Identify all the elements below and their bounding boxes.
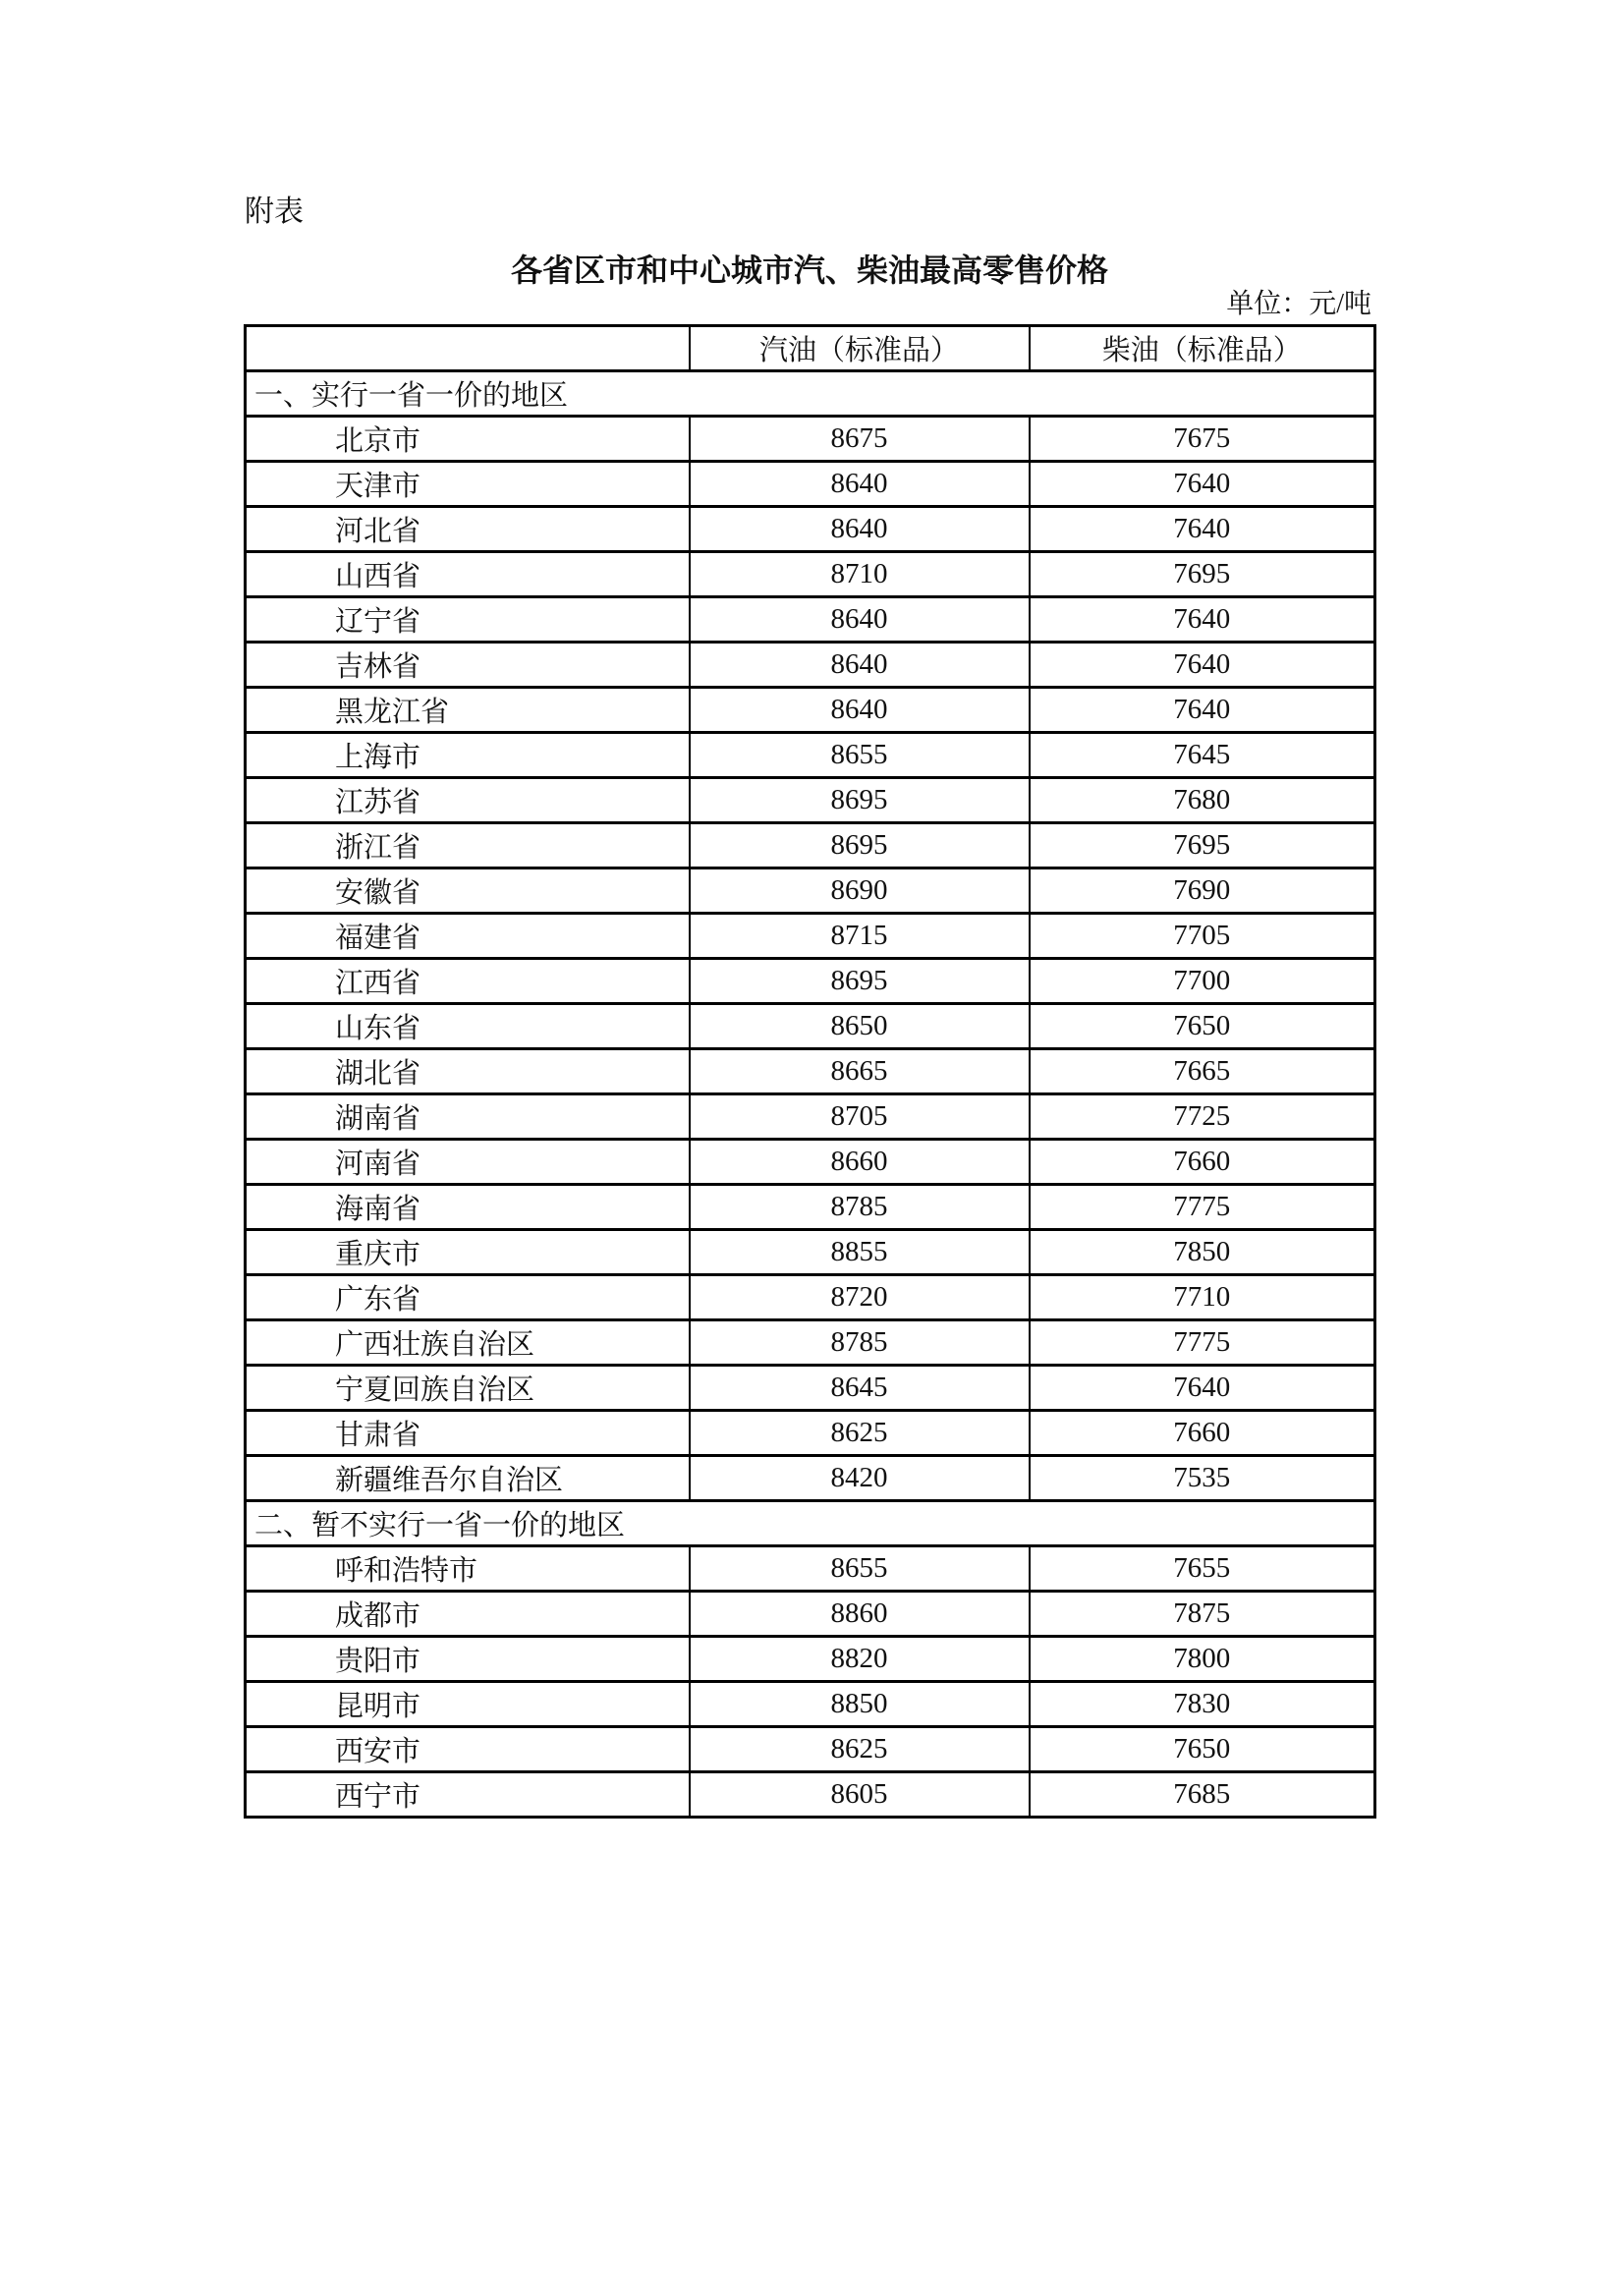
table-row — [246, 1727, 1375, 1772]
diesel-price-cell: 7700 — [1030, 959, 1375, 1004]
gasoline-price-cell: 8640 — [690, 643, 1030, 688]
table-row — [246, 1320, 1375, 1366]
diesel-price-cell: 7775 — [1030, 1185, 1375, 1230]
table-row — [246, 868, 1375, 914]
section-header-row-1 — [246, 371, 1375, 417]
gasoline-price-cell: 8695 — [690, 778, 1030, 823]
region-cell: 湖南省 — [246, 1094, 690, 1140]
region-cell: 北京市 — [246, 417, 690, 462]
gasoline-price-cell: 8605 — [690, 1772, 1030, 1818]
diesel-price-cell: 7695 — [1030, 552, 1375, 597]
region-cell: 吉林省 — [246, 643, 690, 688]
region-cell: 宁夏回族自治区 — [246, 1366, 690, 1411]
diesel-price-cell: 7725 — [1030, 1094, 1375, 1140]
gasoline-price-cell: 8625 — [690, 1727, 1030, 1772]
table-row — [246, 1049, 1375, 1094]
region-cell: 河北省 — [246, 507, 690, 552]
table-row — [246, 1094, 1375, 1140]
gasoline-price-cell: 8655 — [690, 1546, 1030, 1592]
table-row — [246, 643, 1375, 688]
column-header-region — [246, 326, 690, 371]
region-cell: 浙江省 — [246, 823, 690, 868]
gasoline-price-cell: 8645 — [690, 1366, 1030, 1411]
table-row — [246, 733, 1375, 778]
gasoline-price-cell: 8650 — [690, 1004, 1030, 1049]
diesel-price-cell: 7650 — [1030, 1727, 1375, 1772]
region-cell: 安徽省 — [246, 868, 690, 914]
gasoline-price-cell: 8860 — [690, 1592, 1030, 1637]
table-row — [246, 1366, 1375, 1411]
diesel-price-cell: 7645 — [1030, 733, 1375, 778]
table-row — [246, 823, 1375, 868]
gasoline-price-cell: 8715 — [690, 914, 1030, 959]
table-row — [246, 417, 1375, 462]
diesel-price-cell: 7655 — [1030, 1546, 1375, 1592]
table-row — [246, 1772, 1375, 1818]
table-row — [246, 1682, 1375, 1727]
table-row — [246, 1004, 1375, 1049]
diesel-price-cell: 7875 — [1030, 1592, 1375, 1637]
diesel-price-cell: 7675 — [1030, 417, 1375, 462]
column-header-gasoline: 汽油（标准品） — [690, 326, 1030, 371]
region-cell: 山西省 — [246, 552, 690, 597]
section-header-label: 一、实行一省一价的地区 — [246, 371, 1375, 417]
table-row — [246, 552, 1375, 597]
region-cell: 山东省 — [246, 1004, 690, 1049]
diesel-price-cell: 7650 — [1030, 1004, 1375, 1049]
diesel-price-cell: 7775 — [1030, 1320, 1375, 1366]
region-cell: 重庆市 — [246, 1230, 690, 1275]
gasoline-price-cell: 8640 — [690, 462, 1030, 507]
table-header-row — [246, 326, 1375, 371]
region-cell: 成都市 — [246, 1592, 690, 1637]
gasoline-price-cell: 8660 — [690, 1140, 1030, 1185]
diesel-price-cell: 7640 — [1030, 1366, 1375, 1411]
diesel-price-cell: 7830 — [1030, 1682, 1375, 1727]
region-cell: 黑龙江省 — [246, 688, 690, 733]
region-cell: 河南省 — [246, 1140, 690, 1185]
gasoline-price-cell: 8625 — [690, 1411, 1030, 1456]
table-row — [246, 1185, 1375, 1230]
gasoline-price-cell: 8855 — [690, 1230, 1030, 1275]
section-header-label: 二、暂不实行一省一价的地区 — [246, 1501, 1375, 1546]
table-row — [246, 507, 1375, 552]
diesel-price-cell: 7680 — [1030, 778, 1375, 823]
region-cell: 呼和浩特市 — [246, 1546, 690, 1592]
region-cell: 湖北省 — [246, 1049, 690, 1094]
table-row — [246, 1546, 1375, 1592]
gasoline-price-cell: 8695 — [690, 823, 1030, 868]
table-row — [246, 1230, 1375, 1275]
region-cell: 福建省 — [246, 914, 690, 959]
attachment-label: 附表 — [245, 196, 304, 228]
gasoline-price-cell: 8640 — [690, 597, 1030, 643]
diesel-price-cell: 7850 — [1030, 1230, 1375, 1275]
unit-label: 单位：元/吨 — [1226, 289, 1371, 319]
table-row — [246, 1140, 1375, 1185]
region-cell: 贵阳市 — [246, 1637, 690, 1682]
diesel-price-cell: 7640 — [1030, 507, 1375, 552]
gasoline-price-cell: 8785 — [690, 1185, 1030, 1230]
gasoline-price-cell: 8820 — [690, 1637, 1030, 1682]
diesel-price-cell: 7710 — [1030, 1275, 1375, 1320]
region-cell: 海南省 — [246, 1185, 690, 1230]
table-row — [246, 959, 1375, 1004]
table-row — [246, 688, 1375, 733]
region-cell: 广西壮族自治区 — [246, 1320, 690, 1366]
region-cell: 天津市 — [246, 462, 690, 507]
gasoline-price-cell: 8720 — [690, 1275, 1030, 1320]
table-row — [246, 1411, 1375, 1456]
page-title: 各省区市和中心城市汽、柴油最高零售价格 — [510, 252, 1108, 288]
table-row — [246, 597, 1375, 643]
region-cell: 上海市 — [246, 733, 690, 778]
diesel-price-cell: 7640 — [1030, 643, 1375, 688]
gasoline-price-cell: 8665 — [690, 1049, 1030, 1094]
table-row — [246, 1637, 1375, 1682]
diesel-price-cell: 7660 — [1030, 1411, 1375, 1456]
diesel-price-cell: 7640 — [1030, 597, 1375, 643]
price-table — [244, 324, 1376, 1819]
table-row — [246, 1592, 1375, 1637]
gasoline-price-cell: 8705 — [690, 1094, 1030, 1140]
region-cell: 甘肃省 — [246, 1411, 690, 1456]
gasoline-price-cell: 8640 — [690, 688, 1030, 733]
gasoline-price-cell: 8420 — [690, 1456, 1030, 1501]
region-cell: 广东省 — [246, 1275, 690, 1320]
diesel-price-cell: 7640 — [1030, 462, 1375, 507]
region-cell: 江西省 — [246, 959, 690, 1004]
gasoline-price-cell: 8690 — [690, 868, 1030, 914]
diesel-price-cell: 7685 — [1030, 1772, 1375, 1818]
section-header-row-2 — [246, 1501, 1375, 1546]
gasoline-price-cell: 8850 — [690, 1682, 1030, 1727]
diesel-price-cell: 7660 — [1030, 1140, 1375, 1185]
table-row — [246, 778, 1375, 823]
gasoline-price-cell: 8695 — [690, 959, 1030, 1004]
gasoline-price-cell: 8710 — [690, 552, 1030, 597]
region-cell: 西安市 — [246, 1727, 690, 1772]
region-cell: 江苏省 — [246, 778, 690, 823]
table-row — [246, 1456, 1375, 1501]
gasoline-price-cell: 8655 — [690, 733, 1030, 778]
gasoline-price-cell: 8675 — [690, 417, 1030, 462]
region-cell: 新疆维吾尔自治区 — [246, 1456, 690, 1501]
gasoline-price-cell: 8640 — [690, 507, 1030, 552]
column-header-diesel: 柴油（标准品） — [1030, 326, 1375, 371]
diesel-price-cell: 7705 — [1030, 914, 1375, 959]
diesel-price-cell: 7695 — [1030, 823, 1375, 868]
region-cell: 昆明市 — [246, 1682, 690, 1727]
table-row — [246, 1275, 1375, 1320]
diesel-price-cell: 7535 — [1030, 1456, 1375, 1501]
region-cell: 辽宁省 — [246, 597, 690, 643]
diesel-price-cell: 7665 — [1030, 1049, 1375, 1094]
table-row — [246, 914, 1375, 959]
diesel-price-cell: 7640 — [1030, 688, 1375, 733]
diesel-price-cell: 7690 — [1030, 868, 1375, 914]
table-row — [246, 462, 1375, 507]
region-cell: 西宁市 — [246, 1772, 690, 1818]
gasoline-price-cell: 8785 — [690, 1320, 1030, 1366]
diesel-price-cell: 7800 — [1030, 1637, 1375, 1682]
